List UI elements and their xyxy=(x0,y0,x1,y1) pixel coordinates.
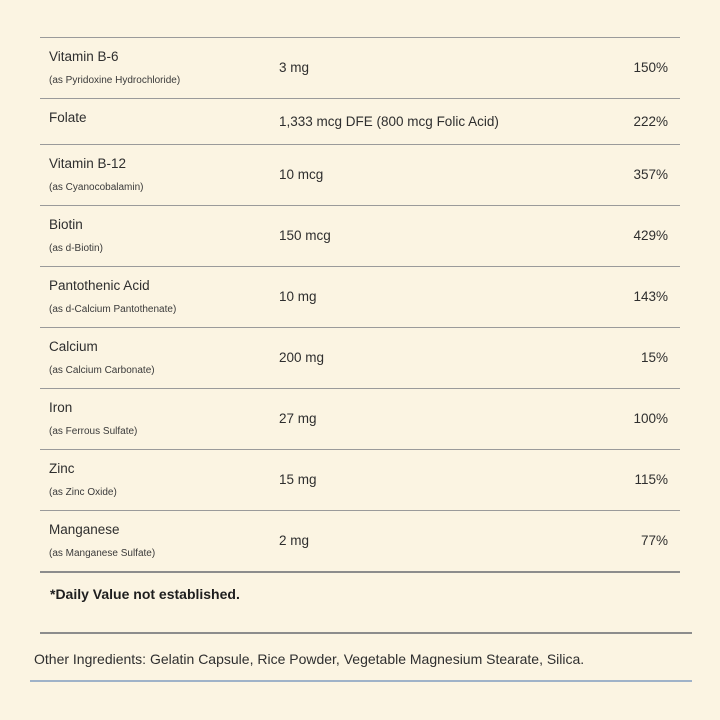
section-divider xyxy=(40,632,692,634)
nutrient-source: (as d-Calcium Pantothenate) xyxy=(49,304,177,315)
nutrient-source: (as d-Biotin) xyxy=(49,243,103,254)
table-row xyxy=(40,99,680,145)
nutrient-amount: 2 mg xyxy=(279,533,310,548)
nutrient-amount: 27 mg xyxy=(279,411,317,426)
daily-value: 222% xyxy=(633,114,668,129)
nutrient-amount: 10 mg xyxy=(279,289,317,304)
nutrient-amount: 1,333 mcg DFE (800 mcg Folic Acid) xyxy=(279,114,499,129)
nutrient-amount: 3 mg xyxy=(279,60,310,75)
table-row xyxy=(40,145,680,206)
nutrient-amount: 15 mg xyxy=(279,472,317,487)
nutrient-name: Zinc xyxy=(49,461,75,476)
nutrient-amount: 200 mg xyxy=(279,350,325,365)
daily-value: 357% xyxy=(633,167,668,182)
bottom-divider xyxy=(30,680,692,682)
nutrient-source: (as Cyanocobalamin) xyxy=(49,182,144,193)
nutrient-name: Folate xyxy=(49,110,87,125)
nutrient-name: Biotin xyxy=(49,217,83,232)
supplement-facts-table xyxy=(40,37,680,573)
table-row xyxy=(40,267,680,328)
nutrient-amount: 150 mcg xyxy=(279,228,331,243)
table-row xyxy=(40,328,680,389)
daily-value: 100% xyxy=(633,411,668,426)
table-row xyxy=(40,206,680,267)
nutrient-name: Calcium xyxy=(49,339,98,354)
nutrient-name: Pantothenic Acid xyxy=(49,278,150,293)
nutrient-name: Manganese xyxy=(49,522,120,537)
daily-value: 115% xyxy=(634,472,668,487)
nutrient-source: (as Manganese Sulfate) xyxy=(49,548,156,559)
nutrient-source: (as Pyridoxine Hydrochloride) xyxy=(49,75,181,86)
nutrient-amount: 10 mcg xyxy=(279,167,324,182)
nutrient-name: Iron xyxy=(49,400,73,415)
nutrient-source: (as Zinc Oxide) xyxy=(49,487,117,498)
table-row xyxy=(40,38,680,99)
daily-value: 143% xyxy=(633,289,668,304)
daily-value-footnote: *Daily Value not established. xyxy=(50,586,240,602)
nutrient-source: (as Ferrous Sulfate) xyxy=(49,426,138,437)
nutrient-name: Vitamin B-6 xyxy=(49,49,119,64)
daily-value: 77% xyxy=(640,533,668,548)
table-row xyxy=(40,389,680,450)
nutrient-source: (as Calcium Carbonate) xyxy=(49,365,155,376)
daily-value: 429% xyxy=(633,228,668,243)
other-ingredients: Other Ingredients: Gelatin Capsule, Rice Powder, Vegetable Magnesium Stearate, Silica. xyxy=(34,651,585,667)
table-row xyxy=(40,511,680,573)
daily-value: 150% xyxy=(633,60,668,75)
table-row xyxy=(40,450,680,511)
daily-value: 15% xyxy=(640,350,668,365)
nutrient-name: Vitamin B-12 xyxy=(49,156,127,171)
